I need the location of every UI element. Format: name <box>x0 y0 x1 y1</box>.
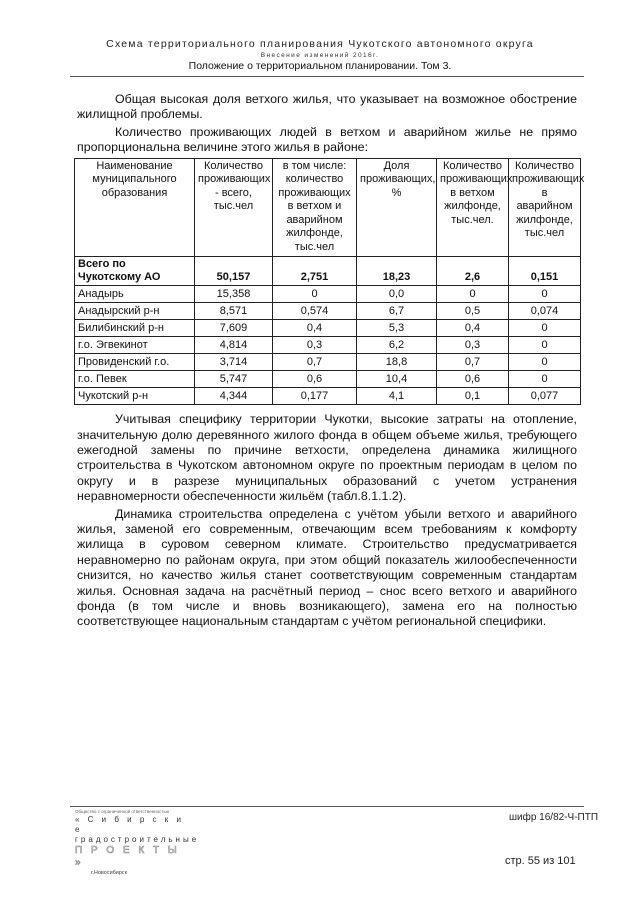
paragraph-1: Общая высокая доля ветхого жилья, что указывает на возможное обострение жилищной проблемы. <box>77 92 577 122</box>
table-cell: 0 <box>437 286 509 303</box>
header-divider <box>70 76 584 77</box>
footer-divider <box>70 806 584 807</box>
total-cell: 50,157 <box>195 257 273 286</box>
table-row <box>75 303 581 320</box>
table-row <box>75 320 581 337</box>
table-cell: 0 <box>509 354 581 371</box>
header-title: Схема территориального планирования Чукотского автономного округа <box>106 38 534 50</box>
logo-line-2: градостроительные <box>75 835 200 844</box>
logo-city: г.Новосибирск <box>91 870 128 876</box>
col-header-share: Доля проживающих, % <box>357 158 437 257</box>
table-row <box>75 371 581 388</box>
total-cell: 0,151 <box>509 257 581 286</box>
total-cell: 2,751 <box>273 257 357 286</box>
col-header-municipality: Наименование муниципального образования <box>75 158 195 257</box>
table-cell: 10,4 <box>357 371 437 388</box>
total-cell: 2,6 <box>437 257 509 286</box>
table-cell: 0,6 <box>273 371 357 388</box>
table-cell: 4,1 <box>357 388 437 405</box>
table-cell: 4,814 <box>195 337 273 354</box>
housing-table <box>74 158 585 406</box>
row-name-cell: г.о. Певек <box>75 371 195 388</box>
table-cell: 0 <box>273 286 357 303</box>
table-cell: 18,8 <box>357 354 437 371</box>
table-row <box>75 388 581 405</box>
header-volume: Положение о территориальном планировании. Том 3. <box>188 60 452 72</box>
total-cell: 18,23 <box>357 257 437 286</box>
table-cell: 0,077 <box>509 388 581 405</box>
table-cell: 0,574 <box>273 303 357 320</box>
table-cell: 0 <box>509 337 581 354</box>
table-cell: 0,7 <box>273 354 357 371</box>
table-row <box>75 354 581 371</box>
table-cell: 0 <box>509 320 581 337</box>
table-cell: 0,177 <box>273 388 357 405</box>
table-header-row <box>75 158 581 257</box>
row-name-cell: Провиденский г.о. <box>75 354 195 371</box>
table-row <box>75 286 581 303</box>
row-name-cell: г.о. Эгвекинот <box>75 337 195 354</box>
company-logo <box>75 809 200 877</box>
table-cell: 0,4 <box>437 320 509 337</box>
table-cell: 0 <box>509 371 581 388</box>
table-cell: 5,747 <box>195 371 273 388</box>
table-row <box>75 337 581 354</box>
header-subtitle: Внесение изменений 2016г. <box>260 52 380 59</box>
table-cell: 15,358 <box>195 286 273 303</box>
table-cell: 5,3 <box>357 320 437 337</box>
total-name-cell <box>75 257 195 286</box>
paragraph-4: Динамика строительства определена с учётом убыли ветхого и аварийного жилья, заменой его современным, отвечающим всем требованиям к комфорту жилища в суровом северном климате. Строительство предусматривается неравномерно по районам округа, при этом общий показатель жилообеспеченности снизится, но качество жилья станет соответствующим современным стандартам жилья. Основная задача на расчётный период – снос всего ветхого и аварийного фонда (в том числе и вновь возникающего), замена его на полностью соответствующее национальным стандартам с учётом региональной специфики. <box>77 506 577 629</box>
logo-line-1: « С и б и р с к и е <box>75 815 184 834</box>
row-name-cell: Анадырь <box>75 286 195 303</box>
document-body <box>77 92 585 632</box>
col-header-total-residents: Количество проживающих - всего, тыс.чел <box>195 158 273 257</box>
table-cell: 6,2 <box>357 337 437 354</box>
total-name-line1: Всего по <box>78 258 126 271</box>
page-header <box>0 38 640 73</box>
row-name-cell: Билибинский р-н <box>75 320 195 337</box>
table-cell: 6,7 <box>357 303 437 320</box>
table-cell: 0,074 <box>509 303 581 320</box>
document-cipher: шифр 16/82-Ч-ПТП <box>509 812 599 823</box>
paragraph-3: Учитывая специфику территории Чукотки, высокие затраты на отопление, значительную долю деревянного жилого фонда в общем объеме жилья, требующего ежегодной замены по причине ветхости, определена динамика жилищного строительства в Чукотском автономном округе по проектным периодам в целом по округу и в разрезе муниципальных образований с учетом устранения неравномерности обеспеченности жильём (табл.8.1.1.2). <box>77 412 577 504</box>
total-name-line2: Чукотскому АО <box>78 271 161 284</box>
table-cell: 7,609 <box>195 320 273 337</box>
table-cell: 0,4 <box>273 320 357 337</box>
table-cell: 8,571 <box>195 303 273 320</box>
table-cell: 0,7 <box>437 354 509 371</box>
table-cell: 0,0 <box>357 286 437 303</box>
page-number: стр. 55 из 101 <box>505 855 576 867</box>
table-cell: 0,3 <box>437 337 509 354</box>
table-cell: 0,3 <box>273 337 357 354</box>
row-name-cell: Анадырский р-н <box>75 303 195 320</box>
col-header-dilapidated-emergency: в том числе: количество проживающих в ветхом и аварийном жилфонде, тыс.чел <box>273 158 357 257</box>
table-cell: 4,344 <box>195 388 273 405</box>
logo-line-3: П Р О Е К Т Ы » <box>75 845 180 868</box>
table-row-total <box>75 257 581 286</box>
table-cell: 0 <box>509 286 581 303</box>
table-cell: 0,5 <box>437 303 509 320</box>
row-name-cell: Чукотский р-н <box>75 388 195 405</box>
table-cell: 0,6 <box>437 371 509 388</box>
table-cell: 3,714 <box>195 354 273 371</box>
col-header-dilapidated: Количество проживающих в ветхом жилфонде, тыс.чел. <box>437 158 509 257</box>
table-cell: 0,1 <box>437 388 509 405</box>
paragraph-2: Количество проживающих людей в ветхом и аварийном жилье не прямо пропорциональна величине этого жилья в районе: <box>77 124 577 155</box>
col-header-emergency: Количество проживающих в аварийном жилфонде, тыс.чел <box>509 158 581 257</box>
logo-caption: Общество с ограниченной ответственностью <box>75 809 170 814</box>
